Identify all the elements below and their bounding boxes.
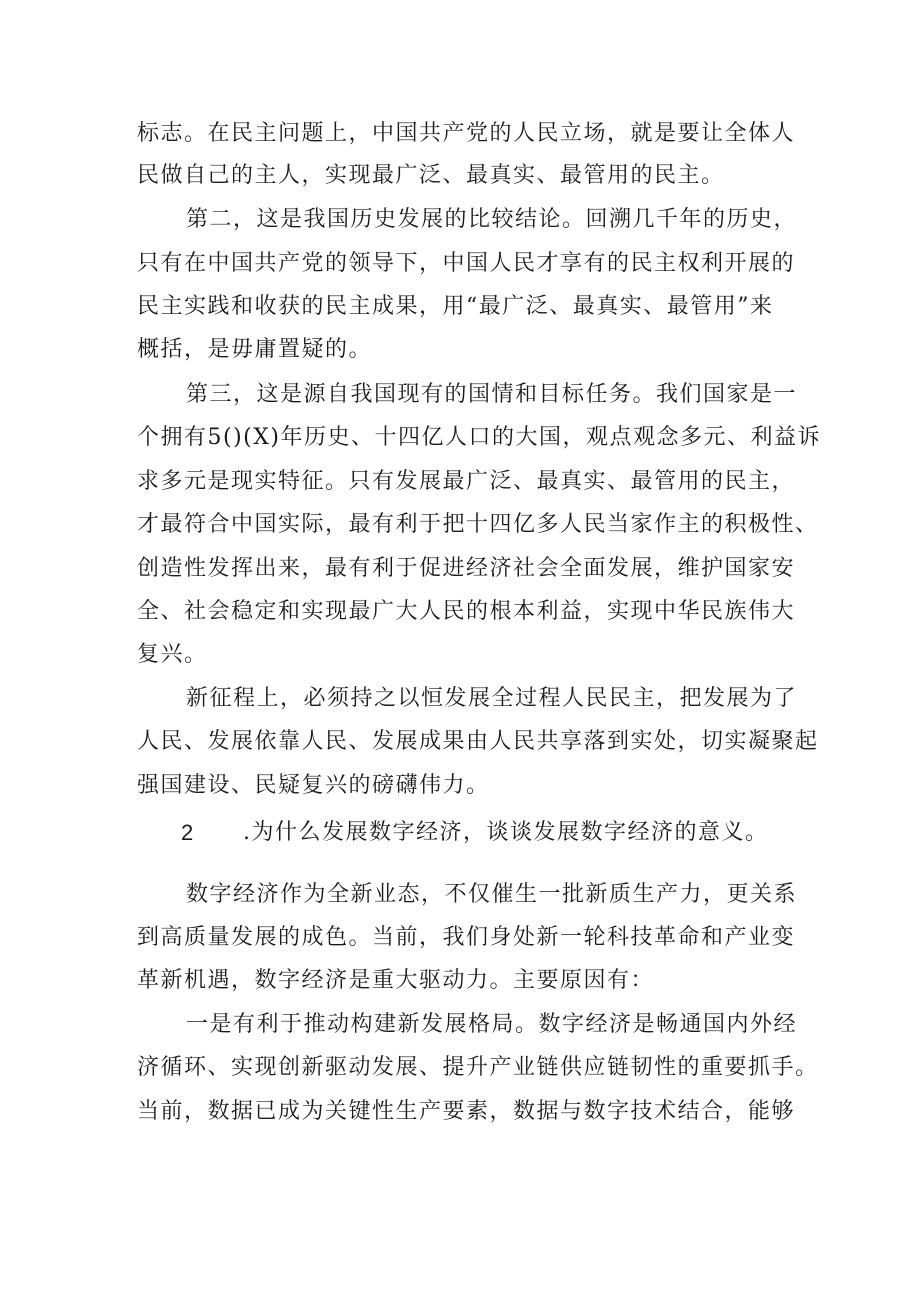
text-line: 新征程上，必须持之以恒发展全过程人民民主，把发展为了 [186,686,798,711]
text-line: 全、社会稳定和实现最广大人民的根本利益，实现中华民族伟大 [137,599,796,624]
question-title: .为什么发展数字经济，谈谈发展数字经济的意义。 [243,820,769,845]
text-line: 人民、发展依靠人民、发展成果由人民共享落到实处，切实凝聚起 [137,729,819,754]
text-line: 创造性发挥出来，最有利于促进经济社会全面发展，维护国家安 [137,556,796,581]
text-line: 概括，是毋庸置疑的。 [137,337,373,362]
text-line: 第三，这是源自我国现有的国情和目标任务。我们国家是一 [186,382,798,407]
text-line: 求多元是现实特征。只有发展最广泛、最真实、最管用的民主， [137,469,796,494]
text-line: 数字经济作为全新业态，不仅催生一批新质生产力，更关系 [186,882,798,907]
text-line: 一是有利于推动构建新发展格局。数字经济是畅通国内外经 [186,1012,798,1037]
text-line: 革新机遇，数字经济是重大驱动力。主要原因有： [137,968,655,993]
text-line: 强国建设、民疑复兴的磅礴伟力。 [137,773,490,798]
text-line: 复兴。 [137,642,208,667]
text-line: 民做自己的主人，实现最广泛、最真实、最管用的民主。 [137,163,725,188]
text-line: 只有在中国共产党的领导下，中国人民才享有的民主权利开展的 [137,251,796,276]
text-line: 到高质量发展的成色。当前，我们身处新一轮科技革命和产业变 [137,925,796,950]
text-line: 标志。在民主问题上，中国共产党的人民立场，就是要让全体人 [137,121,796,146]
text-line: 个拥有5()(X)年历史、十四亿人口的大国，观点观念多元、利益诉 [137,425,821,450]
question-number: 2 [181,820,194,845]
text-line: 民主实践和收获的民主成果，用“最广泛、最真实、最管用”来 [137,294,774,319]
text-line: 济循环、实现创新驱动发展、提升产业链供应链韧性的重要抓手。 [137,1055,819,1080]
text-line: 当前，数据已成为关键性生产要素，数据与数字技术结合，能够 [137,1099,796,1124]
text-line: 才最符合中国实际，最有利于把十四亿多人民当家作主的积极性、 [137,512,819,537]
text-line: 第二，这是我国历史发展的比较结论。回溯几千年的历史， [186,207,798,232]
